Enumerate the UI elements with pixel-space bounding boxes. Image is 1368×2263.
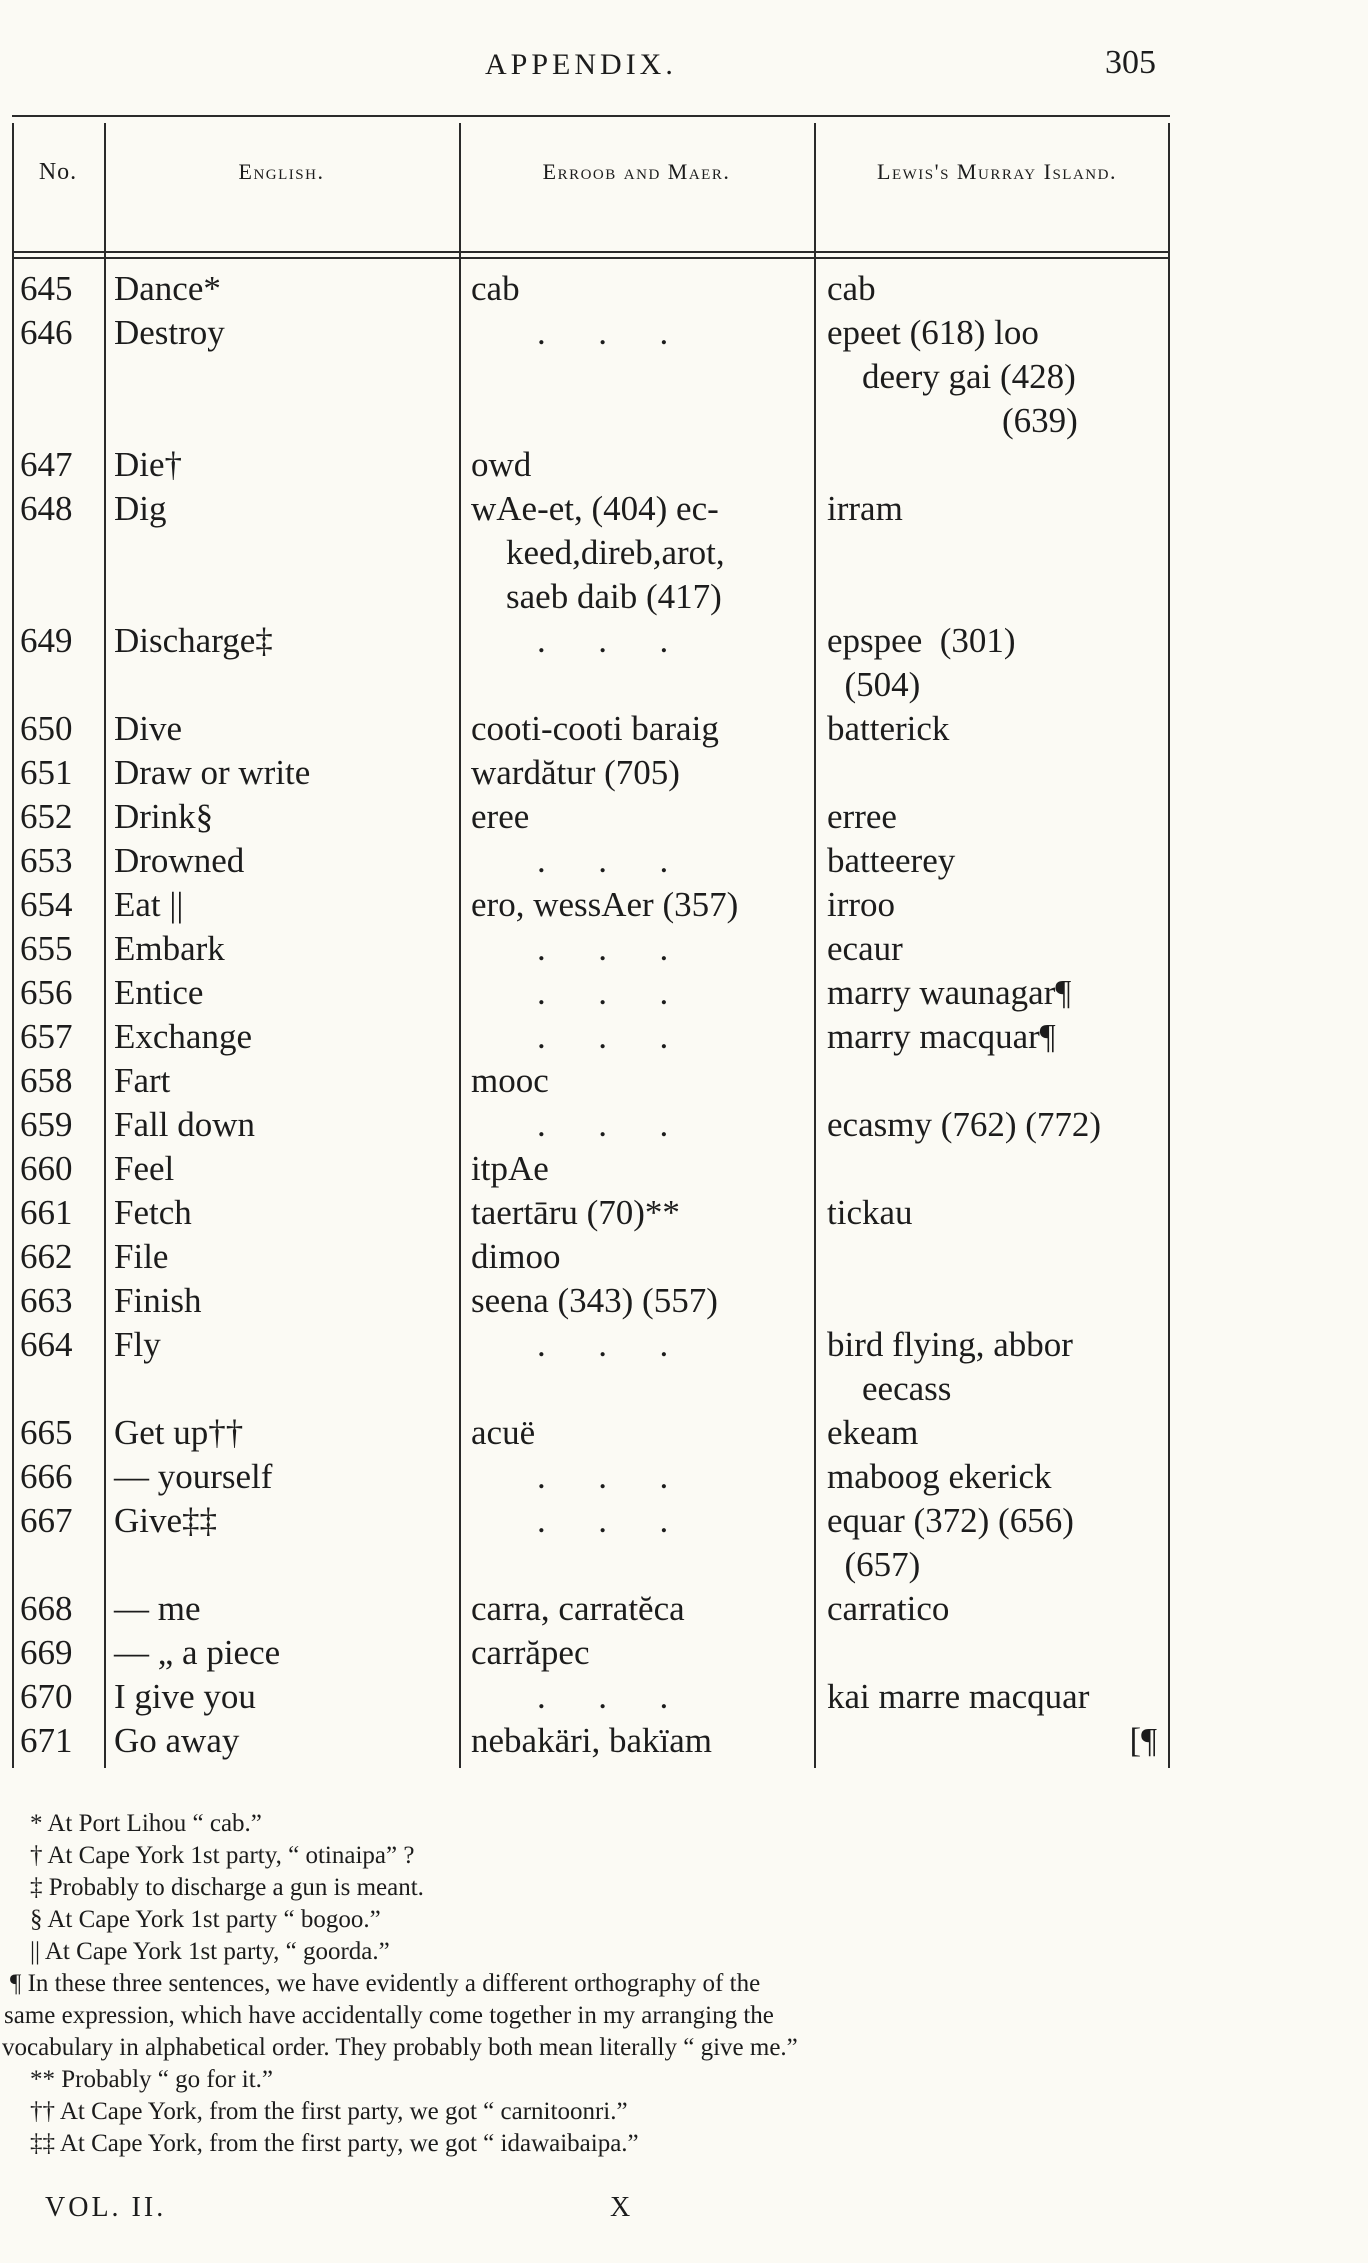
row-number: 649 — [20, 621, 73, 660]
footnote: * At Port Lihou “ cab.” — [30, 1810, 262, 1837]
english-word: Dive — [114, 709, 183, 748]
english-word: Dig — [114, 489, 167, 528]
lewis-murray-word: [¶ — [1129, 1721, 1157, 1760]
footnote: † At Cape York 1st party, “ otinaipa” ? — [30, 1842, 415, 1869]
row-number: 656 — [20, 973, 73, 1012]
footnote: ‡‡ At Cape York, from the first party, we got “ idawaibaipa.” — [30, 2130, 639, 2157]
english-word: Drowned — [114, 841, 245, 880]
lewis-murray-word: carratico — [827, 1589, 950, 1628]
erroob-maer-word: taertāru (70)** — [471, 1193, 680, 1232]
column-divider — [12, 123, 14, 1768]
erroob-maer-word: dimoo — [471, 1237, 561, 1276]
english-word: Exchange — [114, 1017, 252, 1056]
lewis-murray-word: erree — [827, 797, 897, 836]
row-number: 665 — [20, 1413, 73, 1452]
footnote: †† At Cape York, from the first party, we got “ carnitoonri.” — [30, 2098, 628, 2125]
row-number: 651 — [20, 753, 73, 792]
header-rule — [459, 251, 814, 259]
column-divider — [1168, 123, 1170, 1768]
row-number: 671 — [20, 1721, 73, 1760]
erroob-maer-word: . . . — [537, 929, 669, 968]
row-number: 663 — [20, 1281, 73, 1320]
footnote: vocabulary in alphabetical order. They probably both mean literally “ give me.” — [2, 2034, 798, 2061]
row-number: 650 — [20, 709, 73, 748]
column-header-no: No. — [38, 159, 78, 185]
row-number: 668 — [20, 1589, 73, 1628]
row-number: 667 — [20, 1501, 73, 1540]
erroob-maer-word: owd — [471, 445, 532, 484]
erroob-maer-word: ero, wessAer (357) — [471, 885, 739, 924]
erroob-maer-word: itpAe — [471, 1149, 549, 1188]
english-word: — yourself — [114, 1457, 273, 1496]
column-header-lewis: Lewis's Murray Island. — [877, 159, 1117, 184]
lewis-murray-word: bird flying, abbor eecass — [827, 1325, 1073, 1408]
erroob-maer-word: cab — [471, 269, 520, 308]
erroob-maer-word: . . . — [537, 841, 669, 880]
page-title: APPENDIX. — [485, 48, 677, 81]
english-word: File — [114, 1237, 169, 1276]
footnote: same expression, which have accidentally come together in my arranging the — [4, 2002, 774, 2029]
row-number: 661 — [20, 1193, 73, 1232]
lewis-murray-word: epeet (618) loo deery gai (428) (639) — [827, 313, 1078, 440]
erroob-maer-word: . . . — [537, 621, 669, 660]
erroob-maer-word: acuë — [471, 1413, 536, 1452]
english-word: Finish — [114, 1281, 202, 1320]
english-word: Die† — [114, 445, 183, 484]
english-word: Drink§ — [114, 797, 214, 836]
erroob-maer-word: eree — [471, 797, 530, 836]
row-number: 646 — [20, 313, 73, 352]
erroob-maer-word: . . . — [537, 1105, 669, 1144]
footnote: § At Cape York 1st party “ bogoo.” — [30, 1906, 381, 1933]
row-number: 662 — [20, 1237, 73, 1276]
erroob-maer-word: carra, carratĕca — [471, 1589, 685, 1628]
erroob-maer-word: . . . — [537, 313, 669, 352]
erroob-maer-word: carrăpec — [471, 1633, 590, 1672]
running-head — [0, 44, 1368, 98]
erroob-maer-word: wAe-et, (404) ec- keed,direb,arot, saeb daib (417) — [471, 489, 725, 616]
english-word: — me — [114, 1589, 201, 1628]
row-number: 655 — [20, 929, 73, 968]
english-word: Destroy — [114, 313, 225, 352]
row-number: 664 — [20, 1325, 73, 1364]
table-top-rule — [12, 115, 1170, 117]
lewis-murray-word: ecaur — [827, 929, 903, 968]
row-number: 657 — [20, 1017, 73, 1056]
row-number: 670 — [20, 1677, 73, 1716]
row-number: 653 — [20, 841, 73, 880]
column-header-english: English. — [238, 159, 325, 184]
erroob-maer-word: . . . — [537, 1325, 669, 1364]
erroob-maer-word: . . . — [537, 973, 669, 1012]
erroob-maer-word: . . . — [537, 1017, 669, 1056]
english-word: Fart — [114, 1061, 171, 1100]
lewis-murray-word: kai marre macquar — [827, 1677, 1090, 1716]
lewis-murray-word: irram — [827, 489, 903, 528]
lewis-murray-word: ecasmy (762) (772) — [827, 1105, 1102, 1144]
erroob-maer-word: . . . — [537, 1457, 669, 1496]
lewis-murray-word: maboog ekerick — [827, 1457, 1052, 1496]
lewis-murray-word: ekeam — [827, 1413, 919, 1452]
row-number: 660 — [20, 1149, 73, 1188]
english-word: Discharge‡ — [114, 621, 273, 660]
lewis-murray-word: marry waunagar¶ — [827, 973, 1072, 1012]
header-rule — [12, 251, 459, 259]
row-number: 659 — [20, 1105, 73, 1144]
footnote: ¶ In these three sentences, we have evidently a different orthography of the — [10, 1970, 761, 1997]
english-word: Get up†† — [114, 1413, 244, 1452]
english-word: Eat || — [114, 885, 184, 924]
english-word: Entice — [114, 973, 204, 1012]
lewis-murray-word: equar (372) (656) (657) — [827, 1501, 1074, 1584]
row-number: 647 — [20, 445, 73, 484]
erroob-maer-word: mooc — [471, 1061, 549, 1100]
english-word: Fly — [114, 1325, 161, 1364]
row-number: 654 — [20, 885, 73, 924]
lewis-murray-word: batteerey — [827, 841, 956, 880]
english-word: Embark — [114, 929, 225, 968]
row-number: 648 — [20, 489, 73, 528]
row-number: 645 — [20, 269, 73, 308]
english-word: Fall down — [114, 1105, 255, 1144]
row-number: 658 — [20, 1061, 73, 1100]
footnote: ** Probably “ go for it.” — [30, 2066, 274, 2093]
vocabulary-table — [12, 115, 1170, 1770]
erroob-maer-word: seena (343) (557) — [471, 1281, 718, 1320]
column-divider — [104, 123, 106, 1768]
volume-label: VOL. II. — [45, 2192, 167, 2223]
english-word: — „ a piece — [114, 1633, 281, 1672]
erroob-maer-word: . . . — [537, 1677, 669, 1716]
lewis-murray-word: tickau — [827, 1193, 913, 1232]
erroob-maer-word: nebakäri, bakïam — [471, 1721, 713, 1760]
lewis-murray-word: cab — [827, 269, 876, 308]
footnote: || At Cape York 1st party, “ goorda.” — [30, 1938, 390, 1965]
erroob-maer-word: . . . — [537, 1501, 669, 1540]
footnote: ‡ Probably to discharge a gun is meant. — [30, 1874, 424, 1901]
erroob-maer-word: cooti-cooti baraig — [471, 709, 719, 748]
row-number: 669 — [20, 1633, 73, 1672]
english-word: Go away — [114, 1721, 240, 1760]
english-word: Give‡‡ — [114, 1501, 218, 1540]
row-number: 666 — [20, 1457, 73, 1496]
lewis-murray-word: marry macquar¶ — [827, 1017, 1056, 1056]
english-word: Feel — [114, 1149, 175, 1188]
erroob-maer-word: wardătur (705) — [471, 753, 680, 792]
english-word: I give you — [114, 1677, 256, 1716]
lewis-murray-word: batterick — [827, 709, 950, 748]
english-word: Dance* — [114, 269, 221, 308]
column-divider — [459, 123, 461, 1768]
lewis-murray-word: irroo — [827, 885, 896, 924]
header-rule — [814, 251, 1168, 259]
row-number: 652 — [20, 797, 73, 836]
english-word: Fetch — [114, 1193, 192, 1232]
english-word: Draw or write — [114, 753, 311, 792]
lewis-murray-word: epspee (301) (504) — [827, 621, 1016, 704]
column-header-erroob: Erroob and Maer. — [542, 159, 731, 184]
signature-mark: X — [610, 2192, 634, 2223]
page-number: 305 — [1105, 44, 1156, 81]
